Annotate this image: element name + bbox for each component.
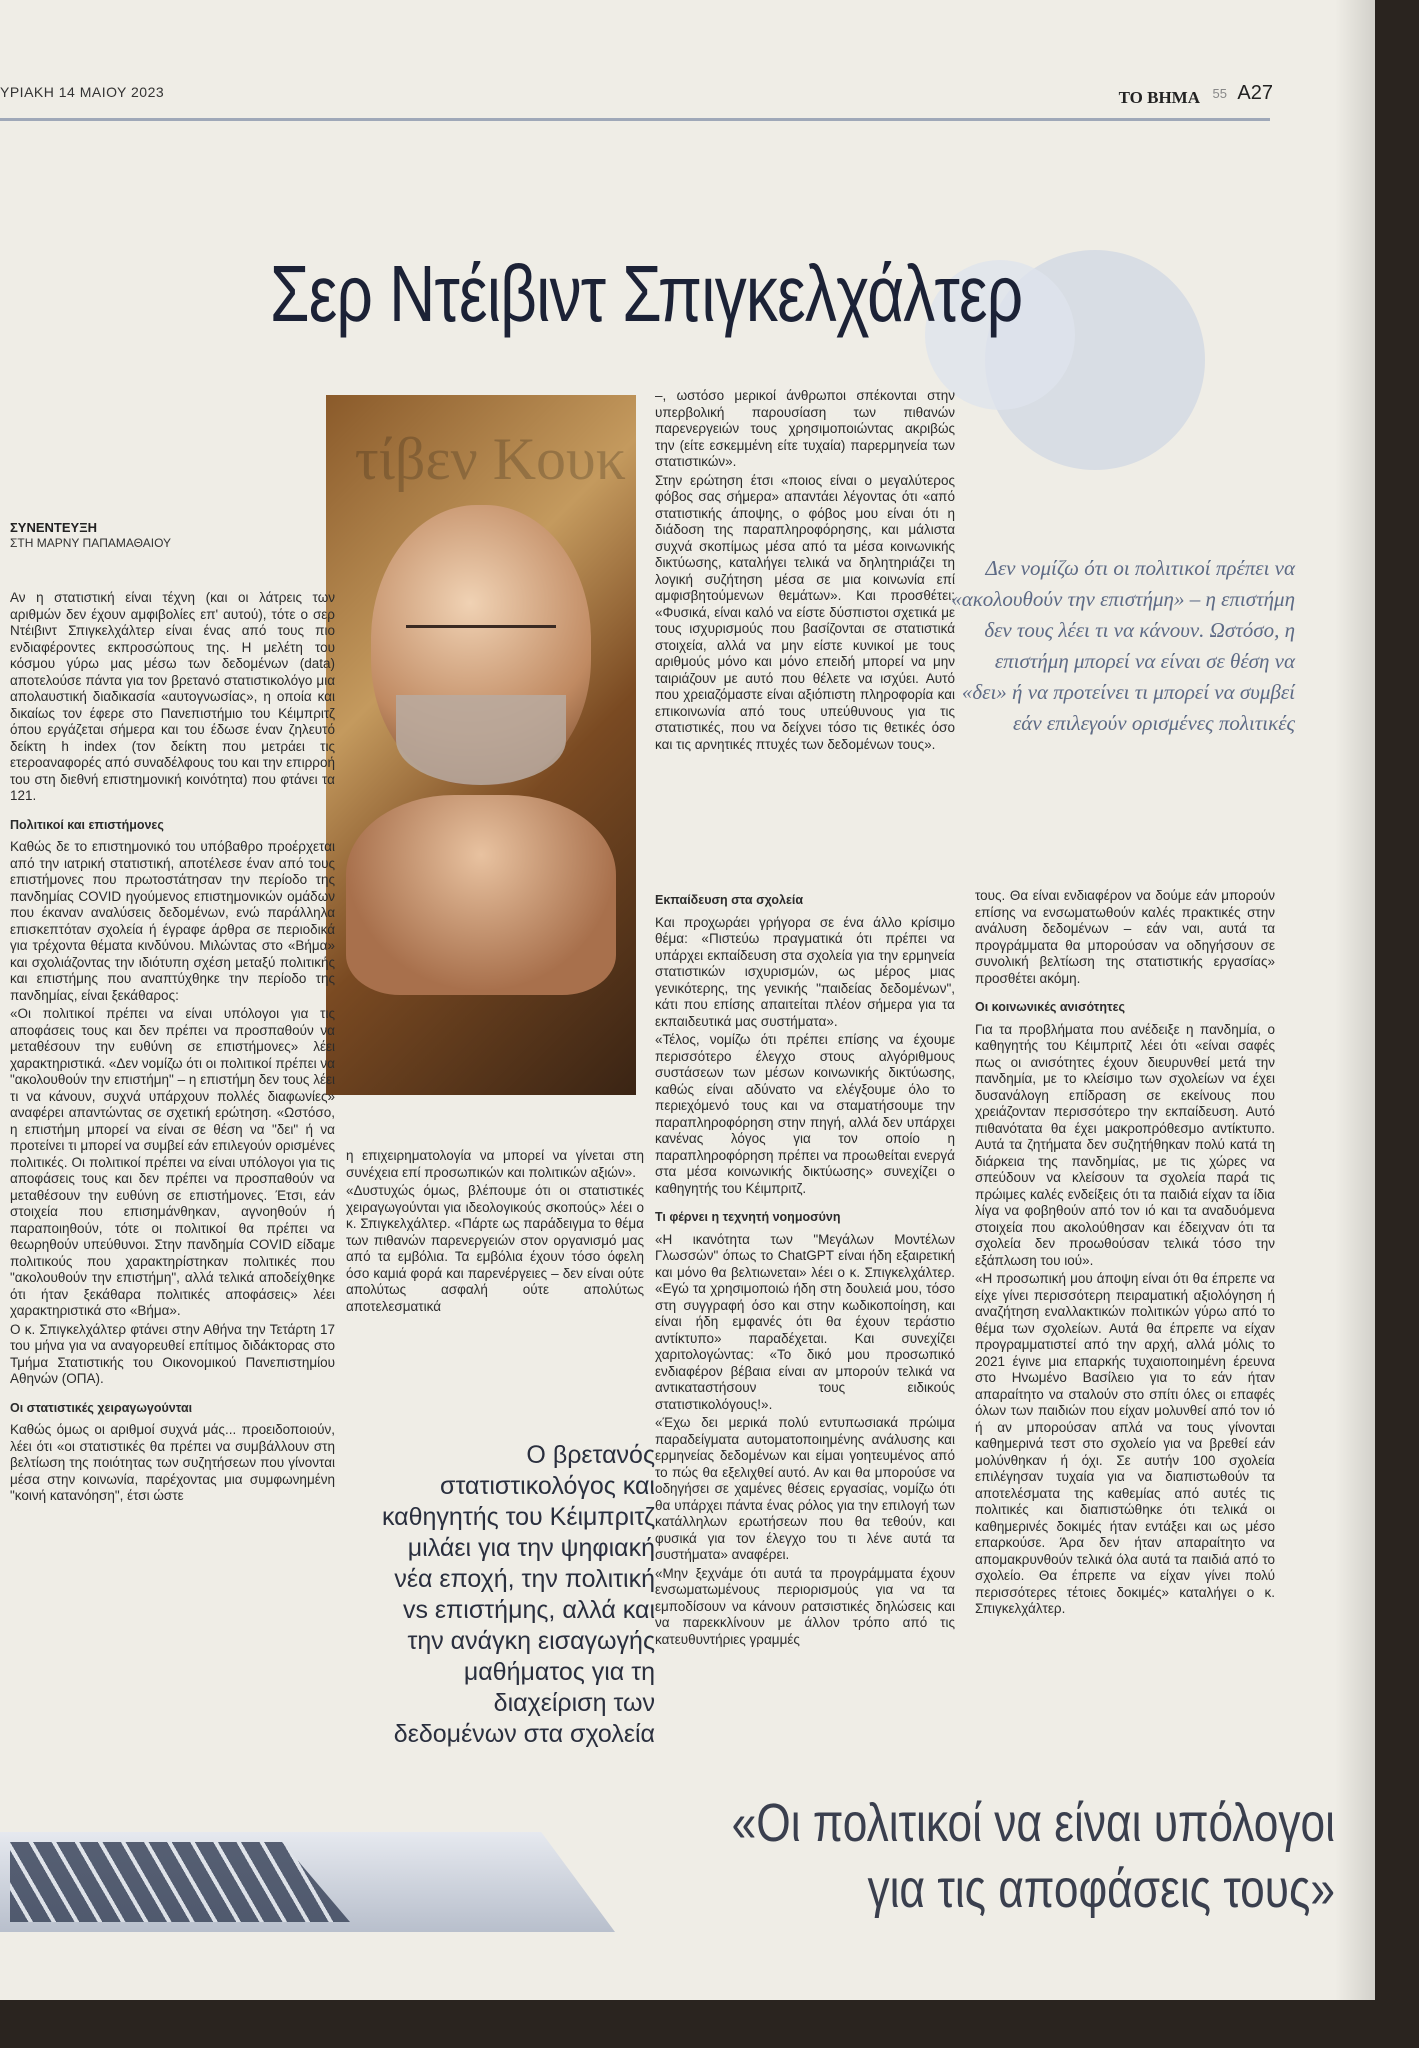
body-paragraph: Καθώς δε το επιστημονικό του υπόβαθρο προέρχεται από την ιατρική στατιστική, αποτέλεσε έναν από τους επιστήμονες που πρωτοστάτησαν την περίοδο της πανδημίας COVID ηγούμενος επιστημονικών ομάδων που έκαναν αναλύσεις δεδομένων, ενώ παράλληλα επισκεπτόταν σχολεία ή έγραφε άρθρα σε περιοδικά για τρέχοντα θέματα κινδύνου. Μιλώντας στο «Βήμα» και σχολιάζοντας την ιδιότυπη σχέση μεταξύ πολιτικής και επιστήμης που αναπτύχθηκε την περίοδο της πανδημίας, είναι ξεκάθαρος:: [10, 839, 335, 1003]
pull-quote-right: Δεν νομίζω ότι οι πολιτικοί πρέπει να «ακολουθούν την επιστήμη» – η επιστήμη δεν τους λέει τι να κάνουν. Ωστόσο, η επιστήμη μπορεί να είναι σε θέση να «δει» ή να προτείνει τι μπορεί να συμβεί εάν επιλεγούν ορισμένες πολιτικές: [951, 556, 1295, 735]
portrait-beard: [396, 695, 566, 785]
page-number: 55: [1212, 86, 1227, 101]
column-3-lower: [655, 880, 955, 1650]
column-2: [346, 1148, 644, 1317]
pull-quote-left: Ο βρετανός στατιστικολόγος και καθηγητής του Κέιμπριτζ μιλάει για την ψηφιακή νέα εποχή, την πολιτική vs επιστήμης, αλλά και την ανάγκη εισαγωγής μαθήματος για τη διαχείριση των δεδομένων στα σχολεία: [381, 1441, 655, 1748]
headline-quote: «Οι πολιτικοί να είναι υπόλογοι για τις αποφάσεις τους»: [731, 1793, 1335, 1919]
body-paragraph: Αν η στατιστική είναι τέχνη (και οι λάτρεις των αριθμών δεν έχουν αμφιβολίες επ' αυτού), τότε ο σερ Ντέιβιντ Σπιγκελχάλτερ είναι ένας από τους πιο ενδιαφέροντες εκπροσώπους της. Η μελέτη του κόσμου γύρω μας μέσω των δεδομένων (data) αποτελούσε πάντα για τον βρετανό στατιστικολόγο μια απολαυστική διαδικασία «αυτογνωσίας», η οποία και δικαίως τον έφερε στο Πανεπιστήμιο του Κέιμπριτζ όπου εργάζεται σήμερα και του έδωσε έναν ζηλευτό δείκτη h index (τον δείκτη που μετράει τις ετεροαναφορές από συναδέλφους του και την επιρροή του στη διεθνή επιστημονική κοινότητα) που φτάνει τα 121.: [10, 590, 335, 803]
body-paragraph: Για τα προβλήματα που ανέδειξε η πανδημία, ο καθηγητής του Κέιμπριτζ λέει ότι «είναι σαφές πως οι ανισότητες έχουν διευρυνθεί μετά την πανδημία, με το κλείσιμο των σχολείων να έχει δυσανάλογη επίδραση σε εκείνους που χρειάζονταν περισσότερο την εκπαίδευση. Αυτό πιθανότατα θα έχει μακροπρόθεσμο αντίκτυπο. Αυτά τα ζητήματα δεν συζητήθηκαν πολύ κατά τη διάρκεια της πανδημίας, με τις χώρες να σπεύδουν να κλείσουν τα σχολεία παρά τις πρώιμες καλές ενδείξεις ότι τα παιδιά είχαν τα ίδια λίγα να φοβηθούν από τον ιό και τα αναδυόμενα στοιχεία που ακολούθησαν και έδειχναν ότι τα σχολεία δεν προωθούσαν τελικά τόσο την εξάπλωση του ιού».: [975, 1021, 1275, 1268]
column-3: [655, 388, 955, 755]
body-paragraph: «Έχω δει μερικά πολύ εντυπωσιακά πρώιμα παραδείγματα αυτοματοποιημένης ανάλυσης και ερμηνείας δεδομένων και είμαι γοητευμένος από το πώς θα εξελιχθεί αυτό. Αν και θα μπορούσε να οδηγήσει σε χαμένες θέσεις εργασίας, νομίζω ότι θα υπάρχει πάντα ένας ρόλος για την επιλογή των κατάλληλων ερωτήσεων που θα τεθούν, και φυσικά για τον έλεγχο του τι λένε αυτά τα συστήματα» αναφέρει.: [655, 1415, 955, 1562]
body-paragraph: –, ωστόσο μερικοί άνθρωποι σπέκονται στην υπερβολική παρουσίαση των πιθανών παρενεργειών τους χρησιμοποιώντας ακριβώς την (είτε εσκεμμένη είτε τυχαία) παρερμηνεία των στατιστικών».: [655, 388, 955, 469]
page-code: Α27: [1237, 82, 1273, 104]
portrait-glasses: [406, 625, 556, 656]
column-1: [10, 590, 335, 1507]
section-subheading: Τι φέρνει η τεχνητή νοημοσύνη: [655, 1210, 841, 1224]
portrait-photo: [326, 395, 636, 1095]
body-paragraph: η επιχειρηματολογία να μπορεί να γίνεται στη συνέχεια επί προσωπικών και πολιτικών αξιών».: [346, 1148, 644, 1180]
issue-date: ΥΡΙΑΚΗ 14 ΜΑΙΟΥ 2023: [0, 84, 165, 100]
article-title: Σερ Ντέιβιντ Σπιγκελχάλτερ: [270, 249, 1023, 338]
body-paragraph: «Μην ξεχνάμε ότι αυτά τα προγράμματα έχουν ενσωματωμένους περιορισμούς για να τα εμποδίσουν να κάνουν ρατσιστικές δηλώσεις και να παρεκκλίνουν με άλλον τρόπο από τις κατευθυντήριες γραμμές: [655, 1565, 955, 1647]
body-paragraph: Στην ερώτηση έτσι «ποιος είναι ο μεγαλύτερος φόβος σας σήμερα» απαντάει λέγοντας ότι «από στατιστικής άποψης, ο φόβος μου είναι ότι η διάδοση της παραπληροφόρησης, και μάλιστα συχνά σκοπίμως μέσα από τα μέσα κοινωνικής δικτύωσης, καταλήγει τελικά να δηλητηριάζει τη λογική συζήτηση μέσα σε μια κοινωνία επί αμφισβητούμενων θεμάτων». Και προσθέτει: «Φυσικά, είναι καλό να είστε δύσπιστοι σχετικά με τους ισχυρισμούς που βασίζονται σε στατιστικά στοιχεία, αλλά να μην είστε κυνικοί με τους αριθμούς μόνο και μόνο επειδή μπορεί να μην ταιριάζουν με αυτό που θέλετε να ισχύει. Αυτό που χρειαζόμαστε είναι αξιόπιστη πληροφορία και επικοινωνία από τους υπεύθυνους για τις στατιστικές, που να δείχνει τόσο τις θετικές όσο και τις αρνητικές πτυχές των δεδομένων τους».: [655, 472, 955, 752]
body-paragraph: «Οι πολιτικοί πρέπει να είναι υπόλογοι για τις αποφάσεις τους και δεν πρέπει να προσπαθούν να μεταθέσουν την ευθύνη σε επιστήμονες» λέει χαρακτηριστικά. «Δεν νομίζω ότι οι πολιτικοί πρέπει να "ακολουθούν την επιστήμη" – η επιστήμη δεν τους λέει τι να κάνουν, συχνά υπάρχουν πολλές διαφωνίες» αναφέρει απαντώντας σε σχετική ερώτηση. «Ωστόσο, η επιστήμη μπορεί να είναι σε θέση να "δει" ή να προτείνει τι μπορεί να συμβεί εάν επιλεγούν ορισμένες πολιτικές. Οι πολιτικοί πρέπει να είναι υπόλογοι για τις αποφάσεις τους και δεν πρέπει να προσπαθούν να μεταθέσουν την ευθύνη σε επιστήμονες. Έτσι, εάν στοιχεία που επισημάνθηκαν, αγνοηθούν ή παραποιηθούν, τότε οι πολιτικοί θα πρέπει να θεωρηθούν υπεύθυνοι. Στην πανδημία COVID είδαμε πολιτικούς που χαρακτηρίστηκαν πολιτικές που "ακολουθούν την επιστήμη", αλλά τελικά αποδείχθηκε ότι ήταν ξεκάθαρα πολιτικές αποφάσεις» λέει χαρακτηριστικά στο «Βήμα».: [10, 1006, 335, 1318]
header-rule: [0, 118, 1270, 121]
body-paragraph: Και προχωράει γρήγορα σε ένα άλλο κρίσιμο θέμα: «Πιστεύω πραγματικά ότι πρέπει να υπάρχει εκπαίδευση στα σχολεία για την ερμηνεία στατιστικών ισχυρισμών, ως μέρος μιας γενικότερης, της γενικής "παιδείας δεδομένων", κάτι που επίσης απαιτείται πλέον σήμερα για τα εκπαιδευτικά μας συστήματα».: [655, 914, 955, 1029]
portrait-hands: [346, 795, 616, 995]
body-paragraph: «Η προσωπική μου άποψη είναι ότι θα έπρεπε να είχε γίνει περισσότερη πειραματική αξιολόγηση ή αναζήτηση εναλλακτικών πολιτικών γύρω από το θέμα των σχολείων. Αυτά θα έπρεπε να είχαν προγραμματιστεί από την αρχή, αλλά μόλις το 2021 έγινε μια επαρκής τυχαιοποιημένη έρευνα στο Ηνωμένο Βασίλειο για το εάν ήταν απαραίτητο να σταλούν στο σπίτι όλες οι επαφές όλων των παιδιών που είχαν μολυνθεί από τον ιό ή αν μπορούσαν απλά να τους γίνονται καθημερινά τεστ στο σχολείο για να βρεθεί εάν μολύνθηκαν ή όχι. Σε αυτήν 100 σχολεία επιλέγησαν τυχαία για να διαπιστωθούν τα αποτελέσματα της καθεμίας από αυτές τις πολιτικές και διαπιστώθηκε ότι τελικά οι καθημερινές δοκιμές ήταν εντάξει και ως μέσο επαρκούσε. Άρα δεν ήταν απαραίτητο να απομακρυνθούν τελικά όλα αυτά τα παιδιά από το σχολείο. Θα έπρεπε να είχαν γίνει πολύ περισσότερες τέτοιες δοκιμές» καταλήγει ο κ. Σπιγκελχάλτερ.: [975, 1271, 1275, 1616]
section-subheading: Οι στατιστικές χειραγωγούνται: [10, 1400, 193, 1415]
byline-author: ΣΤΗ ΜΑΡΝΥ ΠΑΠΑΜΑΘΑΙΟΥ: [10, 536, 172, 550]
section-subheading: Εκπαίδευση στα σχολεία: [655, 893, 804, 907]
byline-label: ΣΥΝΕΝΤΕΥΞΗ: [10, 520, 97, 535]
column-4: [975, 888, 1275, 1620]
body-paragraph: «Δυστυχώς όμως, βλέπουμε ότι οι στατιστικές χειραγωγούνται για ιδεολογικούς σκοπούς» λέει ο κ. Σπιγκελχάλτερ. «Πάρτε ως παράδειγμα το θέμα των πιθανών παρενεργειών στον οργανισμό μας από τα εμβόλια. Τα εμβόλια έχουν τόσο όφελη όσο καμιά φορά και παρενέργειες – δεν είναι ούτε απολύτως ασφαλή ούτε απολύτως αποτελεσματικά: [346, 1183, 644, 1314]
body-paragraph: «Τέλος, νομίζω ότι πρέπει επίσης να έχουμε περισσότερο έλεγχο στους αλγόριθμους συστάσεων των μέσων κοινωνικής δικτύωσης, καθώς είναι αδύνατο να ελέγξουμε όλο το περιεχόμενό τους και να σταματήσουμε την παραπληροφόρηση στην πηγή, αλλά δεν υπάρχει κανένας λόγος για τον οποίο η παραπληροφόρηση πρέπει να προωθείται ενεργά στα μέσα κοινωνικής δικτύωσης» συνεχίζει ο καθηγητής του Κέιμπριτζ.: [655, 1032, 955, 1196]
photo-background-text: τίβεν Κουκ: [354, 426, 626, 492]
body-paragraph: Καθώς όμως οι αριθμοί συχνά μάς... προειδοποιούν, λέει ότι «οι στατιστικές θα πρέπει να συμβάλλουν στη βελτίωση της ποιότητας των συζητήσεων που γίνονται μέσα στην κοινωνία, παρέχοντας μια συμφωνημένη "κοινή κατανόηση", έτσι ώστε: [10, 1422, 335, 1503]
newspaper-name: ΤΟ ΒΗΜΑ: [1118, 88, 1200, 107]
body-paragraph: τους. Θα είναι ενδιαφέρον να δούμε εάν μπορούν επίσης να ενσωματωθούν καλές πρακτικές στην ανάλυση δεδομένων – εάν ναι, αυτά τα προγράμματα θα μπορούσαν να οδηγήσουν σε συνολική βελτίωση της στατιστικής εργασίας» προσθέτει ακόμη.: [975, 888, 1275, 986]
body-paragraph: «Η ικανότητα των "Μεγάλων Μοντέλων Γλωσσών" όπως το ChatGPT είναι ήδη εξαιρετική και μόνο θα βελτιωνεται» λέει ο κ. Σπιγκελχάλτερ. «Εγώ τα χρησιμοποιώ ήδη στη δουλειά μου, τόσο στη συγγραφή όσο και στην κωδικοποίηση, και είναι ήδη εμφανές ότι θα έχουν τεράστιο αντίκτυπο» παραδέχεται. Και συνεχίζει χαριτολογώντας: «Το δικό μου προσωπικό ενδιαφέρον βέβαια είναι αν μπορούν τελικά να αντικαταστήσουν τους ειδικούς στατιστικολόγους!».: [655, 1231, 955, 1412]
section-subheading: Πολιτικοί και επιστήμονες: [10, 817, 164, 832]
body-paragraph: Ο κ. Σπιγκελχάλτερ φτάνει στην Αθήνα την Τετάρτη 17 του μήνα για να αναγορευθεί επίτιμος διδάκτορας στο Τμήμα Στατιστικής του Οικονομικού Πανεπιστημίου Αθηνών (ΟΠΑ).: [10, 1321, 335, 1386]
section-subheading: Οι κοινωνικές ανισότητες: [975, 1000, 1126, 1014]
masthead: [0, 78, 1375, 118]
